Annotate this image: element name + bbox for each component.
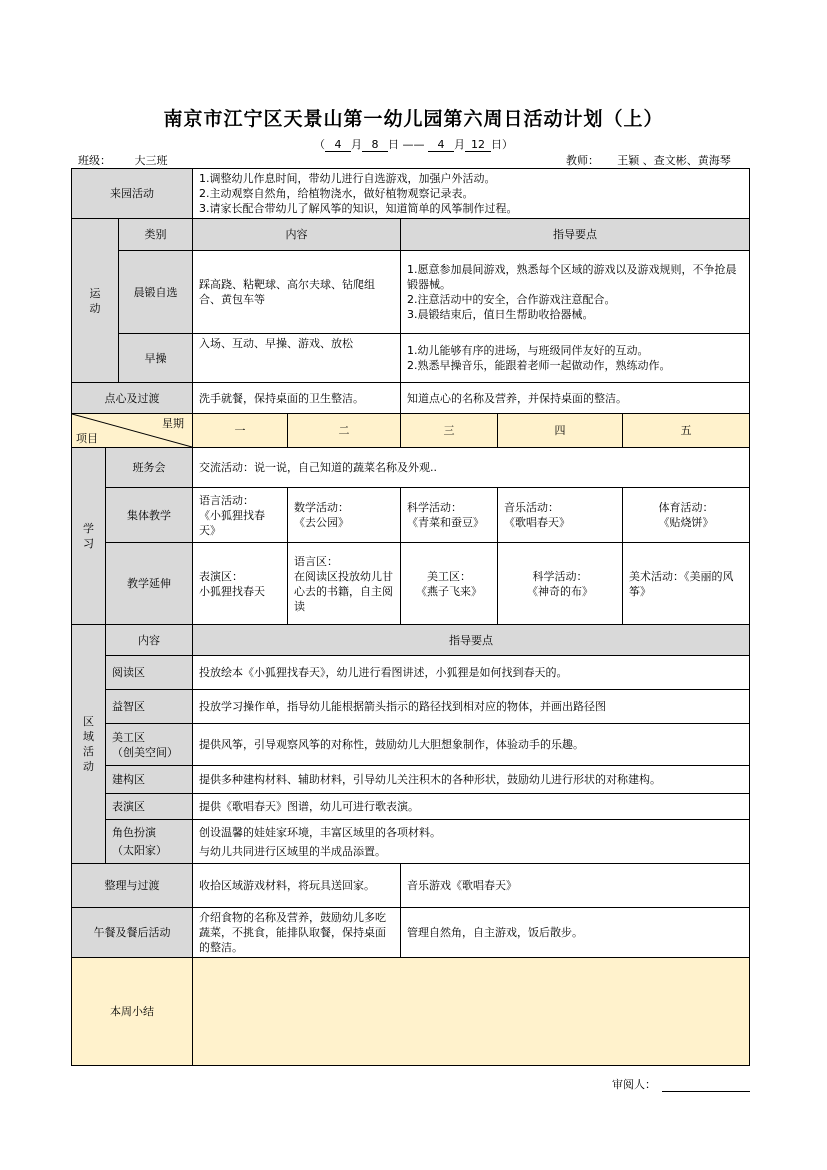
month-char: 月 bbox=[351, 138, 362, 151]
area-name: 美工区 （创美空间） bbox=[106, 724, 193, 766]
date-range bbox=[0, 136, 827, 152]
reviewer bbox=[612, 1076, 750, 1092]
extension-wed[interactable]: 美工区： 《燕子飞来》 bbox=[401, 543, 498, 625]
area-name: 表演区 bbox=[106, 794, 193, 820]
arrival-row bbox=[72, 169, 750, 219]
start-month: 4 bbox=[325, 138, 351, 152]
lunch-content[interactable]: 介绍食物的名称及营养，鼓励幼儿多吃蔬菜，不挑食，能排队取餐，保持桌面的整洁。 bbox=[193, 908, 401, 958]
area-guidance[interactable]: 投放学习操作单，指导幼儿能根据箭头指示的路径找到相对应的物体，并画出路径图 bbox=[193, 690, 750, 724]
class-meeting-content[interactable]: 交流活动：说一说，自己知道的蔬菜名称及外观.. bbox=[193, 448, 750, 488]
group-teaching-fri[interactable]: 体育活动： 《贴烧饼》 bbox=[623, 488, 750, 543]
lunch-label: 午餐及餐后活动 bbox=[72, 908, 193, 958]
guidance-line: 创设温馨的娃娃家环境，丰富区域里的各项材料。 bbox=[199, 825, 441, 839]
class-meeting-label: 班务会 bbox=[106, 448, 193, 488]
date-open: （ bbox=[314, 138, 325, 151]
exercise-content[interactable]: 入场、互动、早操、游戏、放松 bbox=[193, 334, 401, 383]
snack-content[interactable]: 洗手就餐，保持桌面的卫生整洁。 bbox=[193, 383, 401, 414]
areas-guidance-header: 指导要点 bbox=[193, 625, 750, 656]
extension-mon[interactable]: 表演区： 小狐狸找春天 bbox=[193, 543, 288, 625]
arrival-line: 2.主动观察自然角，给植物浇水，做好植物观察记录表。 bbox=[199, 187, 474, 200]
extension-tue[interactable]: 语言区： 在阅读区投放幼儿甘心去的书籍，自主阅读 bbox=[288, 543, 401, 625]
arrival-line: 3.请家长配合带幼儿了解风筝的知识，知道简单的风筝制作过程。 bbox=[199, 202, 518, 215]
arrival-content[interactable] bbox=[193, 169, 750, 219]
tidy-guidance[interactable]: 音乐游戏《歌唱春天》 bbox=[401, 864, 750, 908]
guidance-line: 2.注意活动中的安全，合作游戏注意配合。 bbox=[407, 293, 616, 306]
area-row bbox=[72, 820, 750, 864]
weekday-item-corner bbox=[72, 414, 193, 448]
class-value[interactable]: 大三班 bbox=[111, 152, 191, 169]
date-close: 日） bbox=[491, 138, 513, 151]
reviewer-signature-field[interactable] bbox=[662, 1079, 750, 1092]
exercise-category-header: 类别 bbox=[119, 219, 193, 251]
weekday-header-row bbox=[72, 414, 750, 448]
learning-section-label bbox=[72, 448, 106, 625]
teacher-label: 教师： bbox=[566, 154, 599, 167]
weekday-label: 星期 bbox=[162, 417, 184, 430]
group-teaching-thu[interactable]: 音乐活动： 《歌唱春天》 bbox=[498, 488, 623, 543]
weekday-thu: 四 bbox=[498, 414, 623, 448]
teacher-info bbox=[566, 152, 749, 169]
area-row bbox=[72, 724, 750, 766]
group-teaching-row bbox=[72, 488, 750, 543]
start-day: 8 bbox=[362, 138, 388, 152]
arrival-label: 来园活动 bbox=[72, 169, 193, 219]
areas-section-label bbox=[72, 625, 106, 864]
area-guidance[interactable]: 提供风筝，引导观察风筝的对称性，鼓励幼儿大胆想象制作，体验动手的乐趣。 bbox=[193, 724, 750, 766]
group-teaching-label: 集体教学 bbox=[106, 488, 193, 543]
tidy-row bbox=[72, 864, 750, 908]
page-title: 南京市江宁区天景山第一幼儿园第六周日活动计划（上） bbox=[163, 108, 664, 130]
end-month: 4 bbox=[428, 138, 454, 152]
area-guidance[interactable]: 投放绘本《小狐狸找春天》，幼儿进行看图讲述，小狐狸是如何找到春天的。 bbox=[193, 656, 750, 690]
guidance-line: 1.幼儿能够有序的进场，与班级同伴友好的互动。 bbox=[407, 344, 649, 357]
extension-fri[interactable]: 美术活动：《美丽的风筝》 bbox=[623, 543, 750, 625]
month-char: 月 bbox=[454, 138, 465, 151]
guidance-line: 3.晨锻结束后，值日生帮助收拾器械。 bbox=[407, 308, 594, 321]
exercise-guidance[interactable] bbox=[401, 251, 750, 334]
day-char: 日 bbox=[388, 138, 399, 151]
snack-row bbox=[72, 383, 750, 414]
teacher-value[interactable]: 王颖 、查文彬、黄海琴 bbox=[599, 152, 749, 169]
learning-label-text: 学 习 bbox=[83, 522, 94, 550]
snack-guidance[interactable]: 知道点心的名称及营养，并保持桌面的整洁。 bbox=[401, 383, 750, 414]
exercise-category: 早操 bbox=[119, 334, 193, 383]
tidy-label: 整理与过渡 bbox=[72, 864, 193, 908]
activity-plan-table bbox=[71, 168, 750, 1066]
guidance-line: 与幼儿共同进行区域里的半成品添置。 bbox=[199, 844, 386, 858]
weekday-tue: 二 bbox=[288, 414, 401, 448]
snack-label: 点心及过渡 bbox=[72, 383, 193, 414]
areas-header-row bbox=[72, 625, 750, 656]
exercise-label-text: 运 动 bbox=[89, 286, 101, 315]
tidy-content[interactable]: 收拾区域游戏材料，将玩具送回家。 bbox=[193, 864, 401, 908]
date-dash: —— bbox=[402, 138, 425, 151]
guidance-line: 2.熟悉早操音乐，能跟着老师一起做动作，熟练动作。 bbox=[407, 359, 671, 372]
group-teaching-mon[interactable]: 语言活动： 《小狐狸找春天》 bbox=[193, 488, 288, 543]
area-row bbox=[72, 766, 750, 794]
areas-label-text: 区 域 活 动 bbox=[83, 715, 94, 773]
exercise-guidance[interactable] bbox=[401, 334, 750, 383]
guidance-line: 1.愿意参加晨间游戏，熟悉每个区域的游戏以及游戏规则，不争抢晨锻器械。 bbox=[407, 263, 737, 291]
summary-content[interactable] bbox=[193, 958, 750, 1066]
group-teaching-tue[interactable]: 数学活动： 《去公园》 bbox=[288, 488, 401, 543]
class-info bbox=[78, 152, 191, 169]
exercise-header-row bbox=[72, 219, 750, 251]
group-teaching-wed[interactable]: 科学活动： 《青菜和蚕豆》 bbox=[401, 488, 498, 543]
exercise-guidance-header: 指导要点 bbox=[401, 219, 750, 251]
area-row bbox=[72, 794, 750, 820]
area-name: 角色扮演 （太阳家） bbox=[106, 820, 193, 864]
exercise-category: 晨锻自选 bbox=[119, 251, 193, 334]
area-guidance[interactable]: 提供多种建构材料、辅助材料，引导幼儿关注积木的各种形状，鼓励幼儿进行形状的对称建构。 bbox=[193, 766, 750, 794]
area-name: 阅读区 bbox=[106, 656, 193, 690]
area-row bbox=[72, 656, 750, 690]
weekday-fri: 五 bbox=[623, 414, 750, 448]
exercise-row bbox=[72, 334, 750, 383]
lunch-guidance[interactable]: 管理自然角，自主游戏，饭后散步。 bbox=[401, 908, 750, 958]
area-guidance[interactable] bbox=[193, 820, 750, 864]
weekday-wed: 三 bbox=[401, 414, 498, 448]
arrival-line: 1.调整幼儿作息时间，带幼儿进行自选游戏，加强户外活动。 bbox=[199, 172, 496, 185]
class-meeting-row bbox=[72, 448, 750, 488]
lunch-row bbox=[72, 908, 750, 958]
exercise-content-header: 内容 bbox=[193, 219, 401, 251]
item-label: 项目 bbox=[76, 432, 98, 445]
area-row bbox=[72, 690, 750, 724]
area-guidance[interactable]: 提供《歌唱春天》图谱，幼儿可进行歌表演。 bbox=[193, 794, 750, 820]
extension-label: 教学延伸 bbox=[106, 543, 193, 625]
weekday-mon: 一 bbox=[193, 414, 288, 448]
exercise-section-label bbox=[72, 219, 119, 383]
end-day: 12 bbox=[465, 138, 491, 152]
class-label: 班级： bbox=[78, 154, 111, 167]
summary-row bbox=[72, 958, 750, 1066]
extension-thu[interactable]: 科学活动： 《神奇的布》 bbox=[498, 543, 623, 625]
areas-content-header: 内容 bbox=[106, 625, 193, 656]
summary-label: 本周小结 bbox=[72, 958, 193, 1066]
exercise-row bbox=[72, 251, 750, 334]
extension-row bbox=[72, 543, 750, 625]
area-name: 建构区 bbox=[106, 766, 193, 794]
exercise-content[interactable]: 踩高跷、粘靶球、高尔夫球、钻爬组合、黄包车等 bbox=[193, 251, 401, 334]
reviewer-label: 审阅人： bbox=[612, 1078, 656, 1091]
area-name: 益智区 bbox=[106, 690, 193, 724]
